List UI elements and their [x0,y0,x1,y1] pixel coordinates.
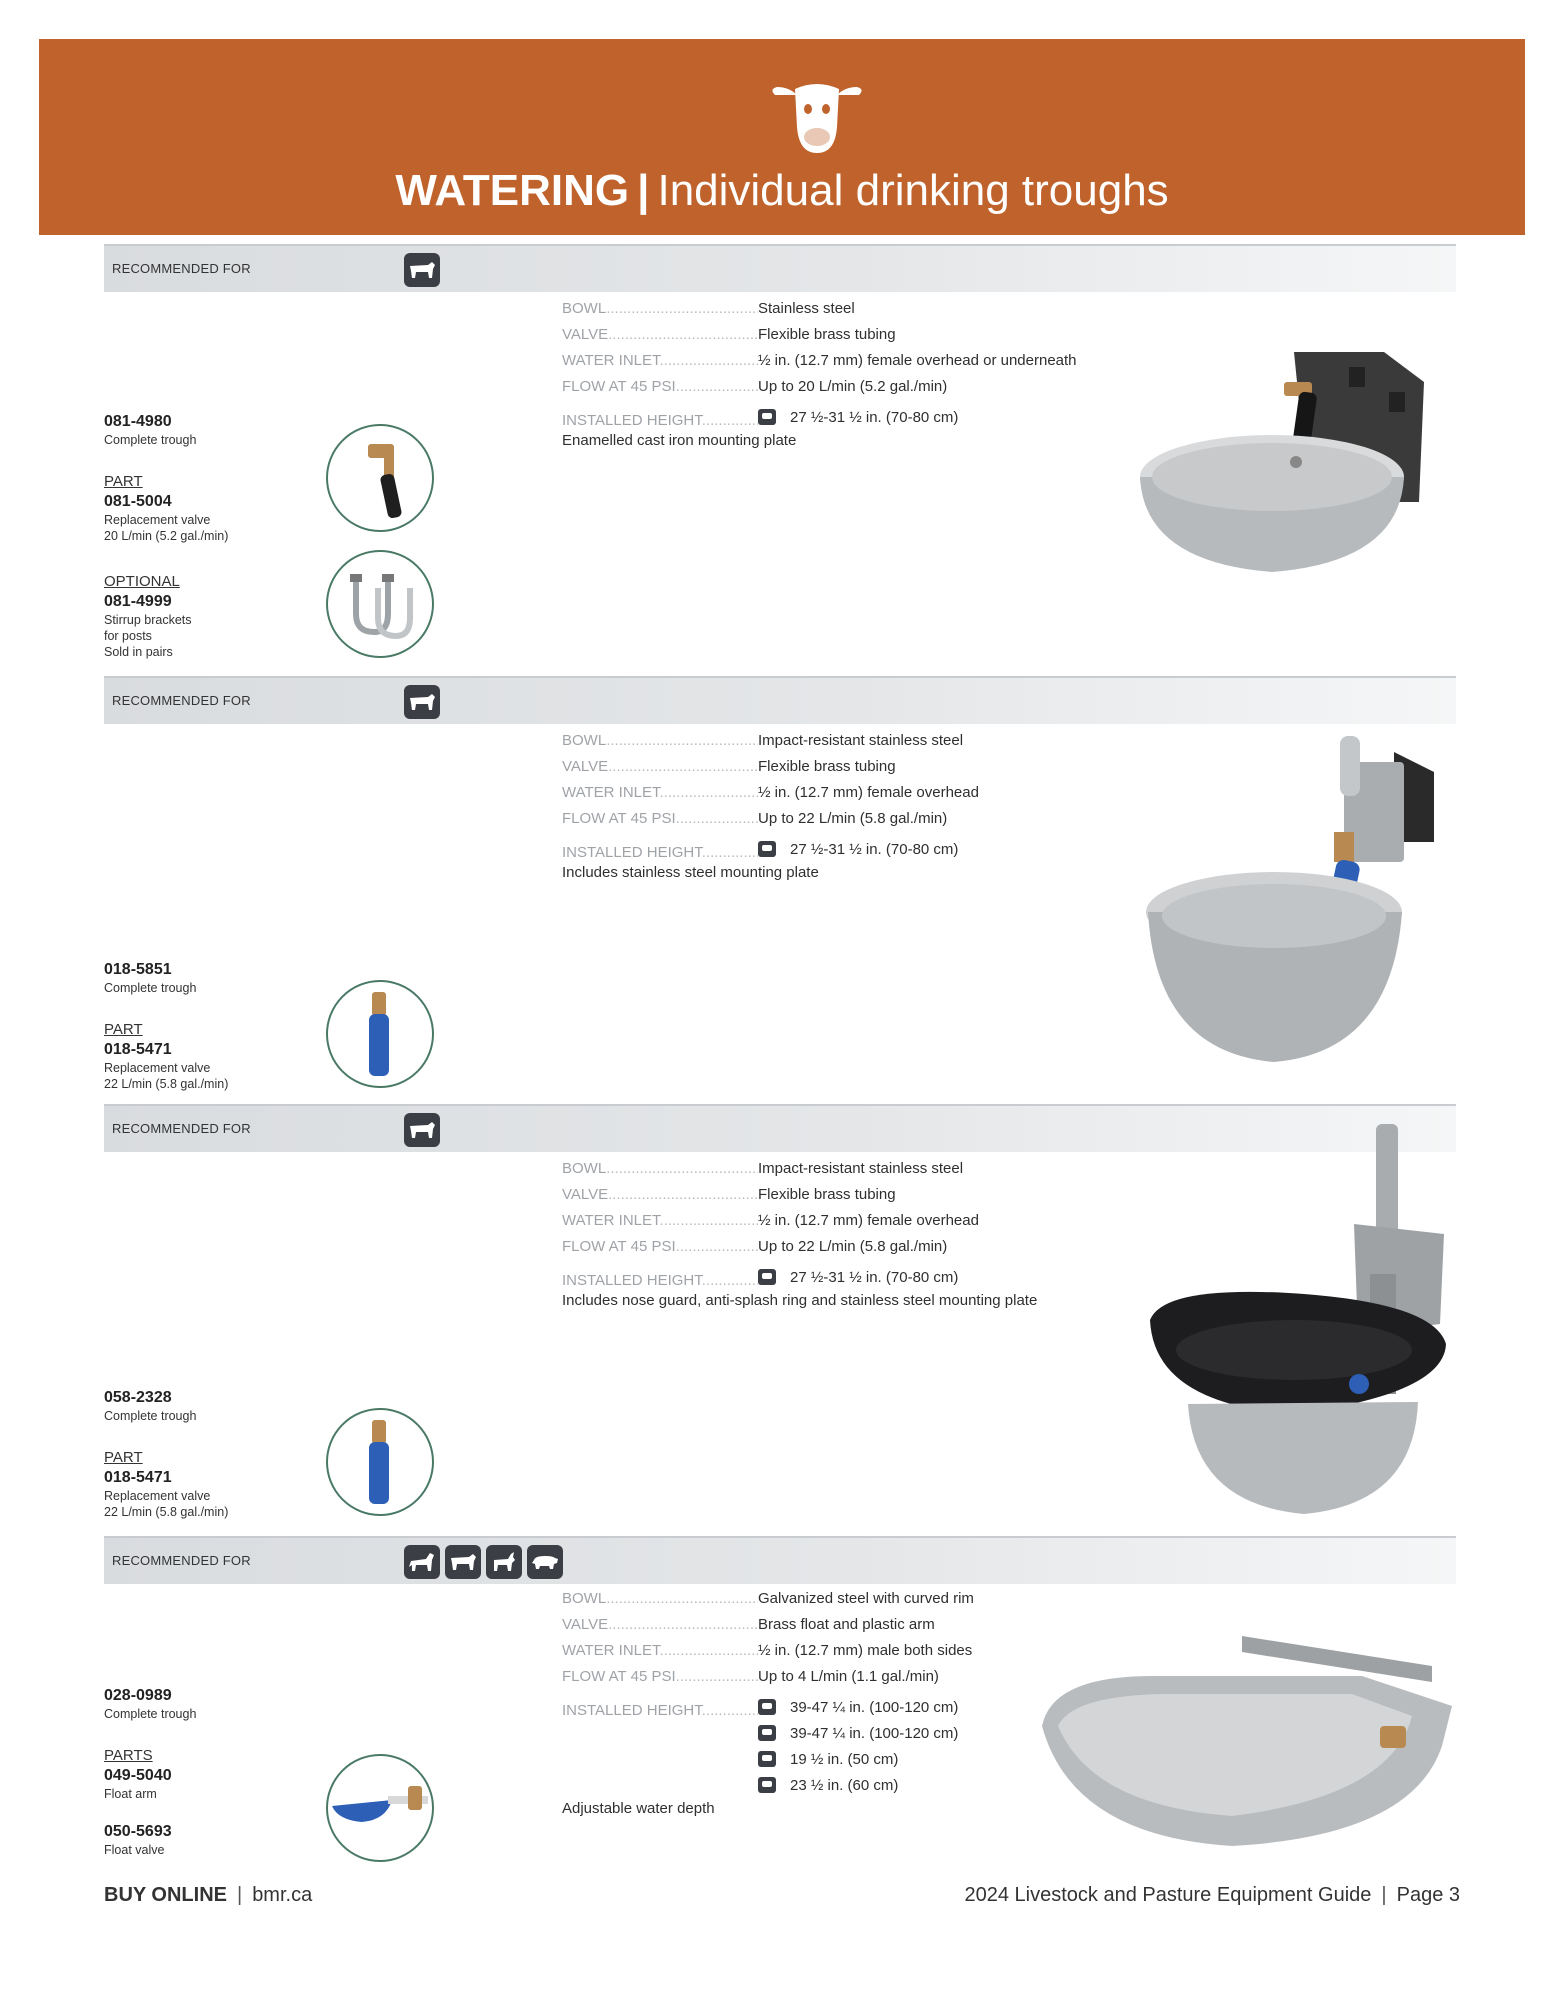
cow-mini-icon [758,1269,776,1285]
height-value: 27 ½-31 ½ in. (70-80 cm) [790,408,959,426]
goat-icon [486,1545,522,1579]
trough-photo-stainless [1134,332,1454,622]
product-section-1 [104,244,1456,674]
pig-icon [527,1545,563,1579]
flow-value: Up to 22 L/min (5.8 gal./min) [758,810,948,827]
footer-separator: | [236,1884,243,1906]
bowl-label: BOWL ..... [562,732,758,749]
product-code-desc: Complete trough [104,1707,197,1721]
buy-online-label: BUY ONLINE [104,1884,227,1906]
part-thumbnail-float-arm [326,1754,434,1862]
water-inlet-value: ½ in. (12.7 mm) female overhead [758,784,979,801]
flow-value: Up to 22 L/min (5.8 gal./min) [758,1238,948,1255]
guide-title: 2024 Livestock and Pasture Equipment Guide [964,1884,1372,1906]
water-inlet-label: WATER INLET ..... [562,1212,758,1229]
cow-mini-icon [758,841,776,857]
installed-height-label: INSTALLED HEIGHT ..... [562,1702,758,1719]
recommended-for-bar [104,1536,1456,1584]
part-header: PART [104,1449,143,1466]
product-code-desc: Complete trough [104,433,197,447]
part-thumbnail-valve [326,980,434,1088]
installed-height-label: INSTALLED HEIGHT ..... [562,412,758,429]
product-section-4 [104,1536,1456,1876]
spec-note: Adjustable water depth [562,1800,715,1817]
bowl-label: BOWL ..... [562,1590,758,1607]
pig-mini-icon [758,1777,776,1793]
trough-photo-galvanized [1032,1636,1452,1846]
part-block-2 [104,1822,172,1858]
title-rest: Individual drinking troughs [657,166,1169,215]
footer-buy-online [104,1884,312,1907]
spec-list [562,1160,1122,1309]
product-code: 028-0989 [104,1687,172,1704]
part-desc: 22 L/min (5.8 gal./min) [104,1505,229,1519]
product-code: 018-5851 [104,961,172,978]
site-link[interactable]: bmr.ca [252,1884,313,1906]
spec-note: Includes nose guard, anti-splash ring and stainless steel mounting plate [562,1292,1038,1309]
page-banner [39,39,1525,235]
trough-photo-nose-guard [1144,1124,1454,1524]
goat-mini-icon [758,1751,776,1767]
valve-label: VALVE ..... [562,1616,758,1633]
part-code: 081-5004 [104,493,172,510]
installed-height-label: INSTALLED HEIGHT ..... [562,844,758,861]
product-code-desc: Complete trough [104,981,197,995]
part-thumbnail-brackets [326,550,434,658]
spec-list [562,732,1122,881]
valve-label: VALVE ..... [562,1186,758,1203]
height-value: 39-47 ¼ in. (100-120 cm) [790,1698,959,1716]
part-desc: Replacement valve [104,1061,211,1075]
part-desc: 20 L/min (5.2 gal./min) [104,529,229,543]
part-desc: Float valve [104,1843,165,1857]
part-desc: Replacement valve [104,513,211,527]
trough-photo-impact-resistant [1144,732,1444,1072]
flow-label: FLOW AT 45 PSI ..... [562,810,758,827]
height-value: 27 ½-31 ½ in. (70-80 cm) [790,840,959,858]
valve-label: VALVE ..... [562,326,758,343]
recommended-for-label: RECOMMENDED FOR [112,1121,251,1136]
footer-separator: | [1381,1884,1387,1906]
title-bold: WATERING [395,166,630,215]
recommended-for-label: RECOMMENDED FOR [112,261,251,276]
title-separator: | [637,166,650,215]
water-inlet-value: ½ in. (12.7 mm) female overhead or underneath [758,352,1077,369]
part-code: 050-5693 [104,1823,172,1840]
product-code: 081-4980 [104,413,172,430]
cow-icon [445,1545,481,1579]
recommended-for-label: RECOMMENDED FOR [112,693,251,708]
part-desc: Float arm [104,1787,157,1801]
product-codes [104,412,196,448]
valve-value: Flexible brass tubing [758,1186,896,1203]
optional-header: OPTIONAL [104,573,180,590]
spec-note: Enamelled cast iron mounting plate [562,432,797,449]
valve-value: Flexible brass tubing [758,758,896,775]
page-number: Page 3 [1396,1884,1460,1906]
flow-label: FLOW AT 45 PSI ..... [562,1668,758,1685]
cow-mini-icon [758,1725,776,1741]
cow-icon [404,685,440,719]
height-value: 39-47 ¼ in. (100-120 cm) [790,1724,959,1742]
part-desc: 22 L/min (5.8 gal./min) [104,1077,229,1091]
product-code-desc: Complete trough [104,1409,197,1423]
part-thumbnail-valve [326,424,434,532]
part-code: 018-5471 [104,1041,172,1058]
bowl-value: Galvanized steel with curved rim [758,1590,974,1607]
valve-value: Brass float and plastic arm [758,1616,935,1633]
cow-icon [404,1113,440,1147]
part-thumbnail-valve [326,1408,434,1516]
optional-block [104,572,192,660]
bowl-value: Impact-resistant stainless steel [758,1160,964,1177]
part-header: PARTS [104,1747,153,1764]
water-inlet-value: ½ in. (12.7 mm) female overhead [758,1212,979,1229]
water-inlet-label: WATER INLET ..... [562,352,758,369]
water-inlet-label: WATER INLET ..... [562,784,758,801]
product-codes [104,960,196,996]
part-block [104,1020,228,1092]
part-header: PART [104,1021,143,1038]
product-section-2 [104,676,1456,1106]
part-code: 018-5471 [104,1469,172,1486]
height-value: 23 ½ in. (60 cm) [790,1776,899,1794]
recommended-for-bar [104,676,1456,724]
recommended-for-label: RECOMMENDED FOR [112,1553,251,1568]
bowl-value: Stainless steel [758,300,855,317]
bowl-value: Impact-resistant stainless steel [758,732,964,749]
part-desc: Replacement valve [104,1489,211,1503]
product-section-3 [104,1104,1456,1534]
optional-desc: Sold in pairs [104,645,173,659]
part-code: 049-5040 [104,1767,172,1784]
optional-code: 081-4999 [104,593,172,610]
flow-label: FLOW AT 45 PSI ..... [562,1238,758,1255]
horse-icon [404,1545,440,1579]
water-inlet-label: WATER INLET ..... [562,1642,758,1659]
bowl-label: BOWL ..... [562,1160,758,1177]
horse-mini-icon [758,1699,776,1715]
part-block [104,472,228,544]
water-inlet-value: ½ in. (12.7 mm) male both sides [758,1642,973,1659]
cow-mini-icon [758,409,776,425]
product-codes [104,1686,196,1722]
footer-guide [964,1884,1460,1907]
installed-height-label: INSTALLED HEIGHT ..... [562,1272,758,1289]
product-code: 058-2328 [104,1389,172,1406]
optional-desc: Stirrup brackets [104,613,192,627]
spec-list [562,300,1122,449]
optional-desc: for posts [104,629,152,643]
page-title [39,167,1525,215]
flow-label: FLOW AT 45 PSI ..... [562,378,758,395]
valve-label: VALVE ..... [562,758,758,775]
valve-value: Flexible brass tubing [758,326,896,343]
bowl-label: BOWL ..... [562,300,758,317]
part-block [104,1746,172,1802]
cow-icon [404,253,440,287]
part-header: PART [104,473,143,490]
cow-head-icon [767,75,867,157]
part-block [104,1448,228,1520]
height-value: 19 ½ in. (50 cm) [790,1750,899,1768]
product-codes [104,1388,196,1424]
flow-value: Up to 4 L/min (1.1 gal./min) [758,1668,939,1685]
height-value: 27 ½-31 ½ in. (70-80 cm) [790,1268,959,1286]
flow-value: Up to 20 L/min (5.2 gal./min) [758,378,948,395]
spec-note: Includes stainless steel mounting plate [562,864,819,881]
recommended-for-bar [104,244,1456,292]
